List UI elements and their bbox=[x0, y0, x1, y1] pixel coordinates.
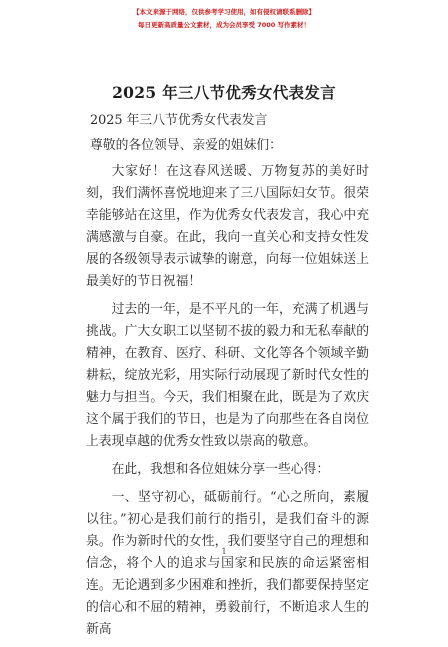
banner-line-2: 每日更新高质量公文素材，成为会员享受 7000 写作素材！ bbox=[137, 21, 311, 29]
document-title: 2025 年三八节优秀女代表发言 bbox=[112, 83, 336, 102]
paragraph-point-one: 一、坚守初心，砥砺前行。“心之所向，素履以往。”初心是我们前行的指引，是我们奋斗的源泉。作为新时代的女性，我们要坚守自己的理想和信念，将个人的追求与国家和民族的命运紧密相连。无论遇到多少困难和挫折，我们都要保持坚定的信心和不屈的精神，勇毅前行，不断追求人生的新高 bbox=[86, 490, 369, 637]
document-body bbox=[86, 110, 369, 647]
paragraph-greeting: 大家好！在这春风送暖、万物复苏的美好时刻，我们满怀喜悦地迎来了三八国际妇女节。很荣幸能够站在这里，作为优秀女代表发言，我心中充满感激与自豪。在此，我向一直关心和支持女性发展的各级领导表示诚挚的谢意，向每一位姐妹送上最美好的节日祝福！ bbox=[86, 164, 369, 289]
paragraph-share-intro: 在此，我想和各位姐妹分享一些心得： bbox=[111, 462, 330, 477]
salutation: 尊敬的各位领导、亲爱的姐妹们： bbox=[90, 138, 282, 153]
page-number: 1 bbox=[221, 547, 227, 556]
header-banner bbox=[0, 6, 448, 32]
paragraph-past-year: 过去的一年，是不平凡的一年，充满了机遇与挑战。广大女职工以坚韧不拔的毅力和无私奉献的精神，在教育、医疗、科研、文化等各个领域辛勤耕耘，绽放光彩，用实际行动展现了新时代女性的魅力与担当。今天，我们相聚在此，既是为了欢庆这个属于我们的节日，也是为了向那些在各自岗位上表现卓越的优秀女性致以崇高的敬意。 bbox=[86, 302, 369, 449]
document-subtitle: 2025 年三八节优秀女代表发言 bbox=[90, 113, 268, 128]
banner-line-1: 【本文来源于网络，仅供参考学习使用，如有侵权请联系删除】 bbox=[133, 8, 315, 16]
